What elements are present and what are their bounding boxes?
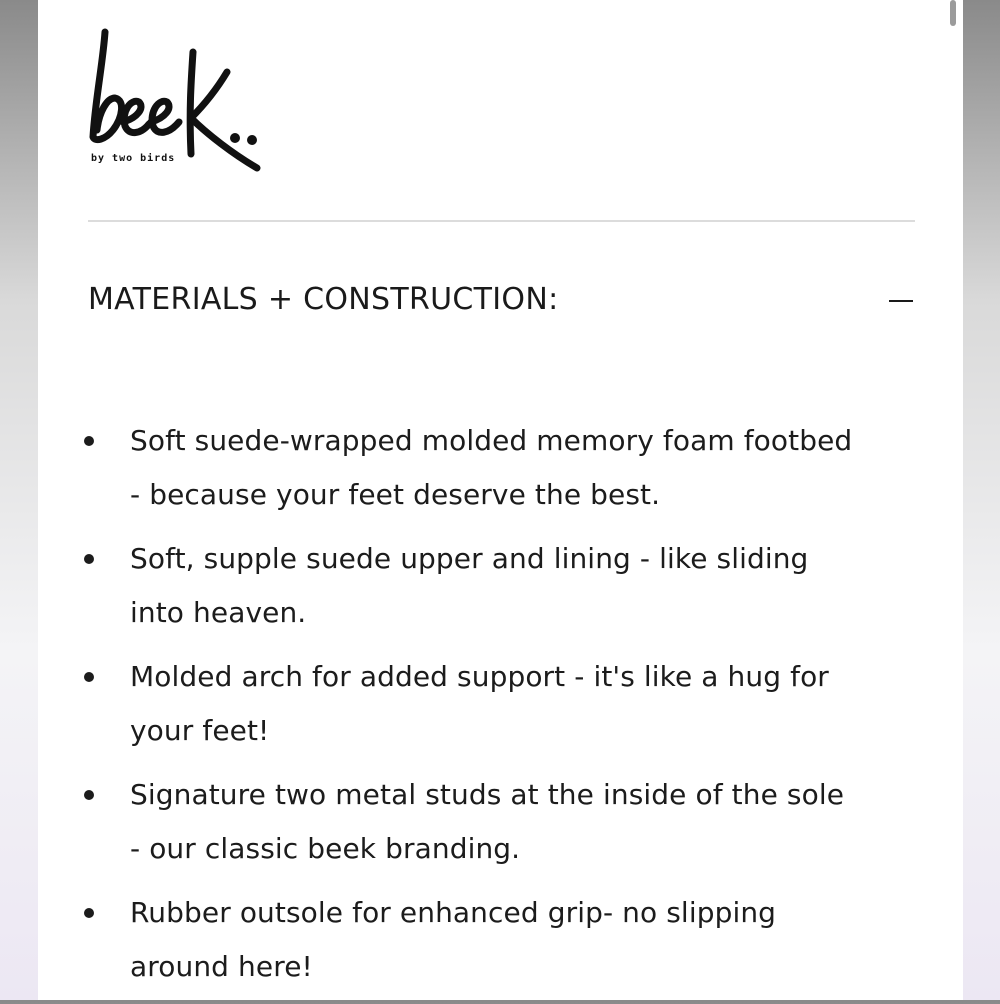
scrollbar-thumb[interactable]	[950, 0, 956, 26]
bullet-icon	[84, 672, 94, 682]
list-item	[130, 886, 890, 994]
list-item-line: Molded arch for added support - it's like a hug for	[130, 660, 829, 693]
materials-accordion-header[interactable]	[88, 270, 915, 334]
minus-icon	[889, 300, 913, 302]
bullet-icon	[84, 436, 94, 446]
bullet-icon	[84, 554, 94, 564]
list-item	[130, 414, 890, 522]
list-item-line: Soft suede-wrapped molded memory foam footbed	[130, 424, 853, 457]
list-item-line: Signature two metal studs at the inside of the sole	[130, 778, 845, 811]
list-item-line: - because your feet deserve the best.	[130, 478, 661, 511]
list-item-line: Soft, supple suede upper and lining - like sliding	[130, 542, 809, 575]
stud-dot-right-icon	[247, 135, 257, 145]
bullet-icon	[84, 908, 94, 918]
list-item-line: your feet!	[130, 714, 270, 747]
list-item-line: around here!	[130, 950, 313, 983]
list-item	[130, 768, 890, 876]
list-item	[130, 532, 890, 640]
materials-feature-list	[130, 414, 890, 1004]
collapse-button[interactable]	[887, 282, 915, 318]
list-item-line: Rubber outsole for enhanced grip- no slipping	[130, 896, 777, 929]
logo-tagline: by two birds	[91, 153, 176, 164]
beek-logo-mark	[85, 22, 270, 182]
list-item-line: - our classic beek branding.	[130, 832, 521, 865]
list-item-line: into heaven.	[130, 596, 307, 629]
beek-logo[interactable]	[85, 22, 270, 182]
bullet-icon	[84, 790, 94, 800]
list-item	[130, 650, 890, 758]
section-divider	[88, 220, 915, 222]
stud-dot-left-icon	[230, 133, 240, 143]
section-title: MATERIALS + CONSTRUCTION:	[88, 282, 559, 317]
